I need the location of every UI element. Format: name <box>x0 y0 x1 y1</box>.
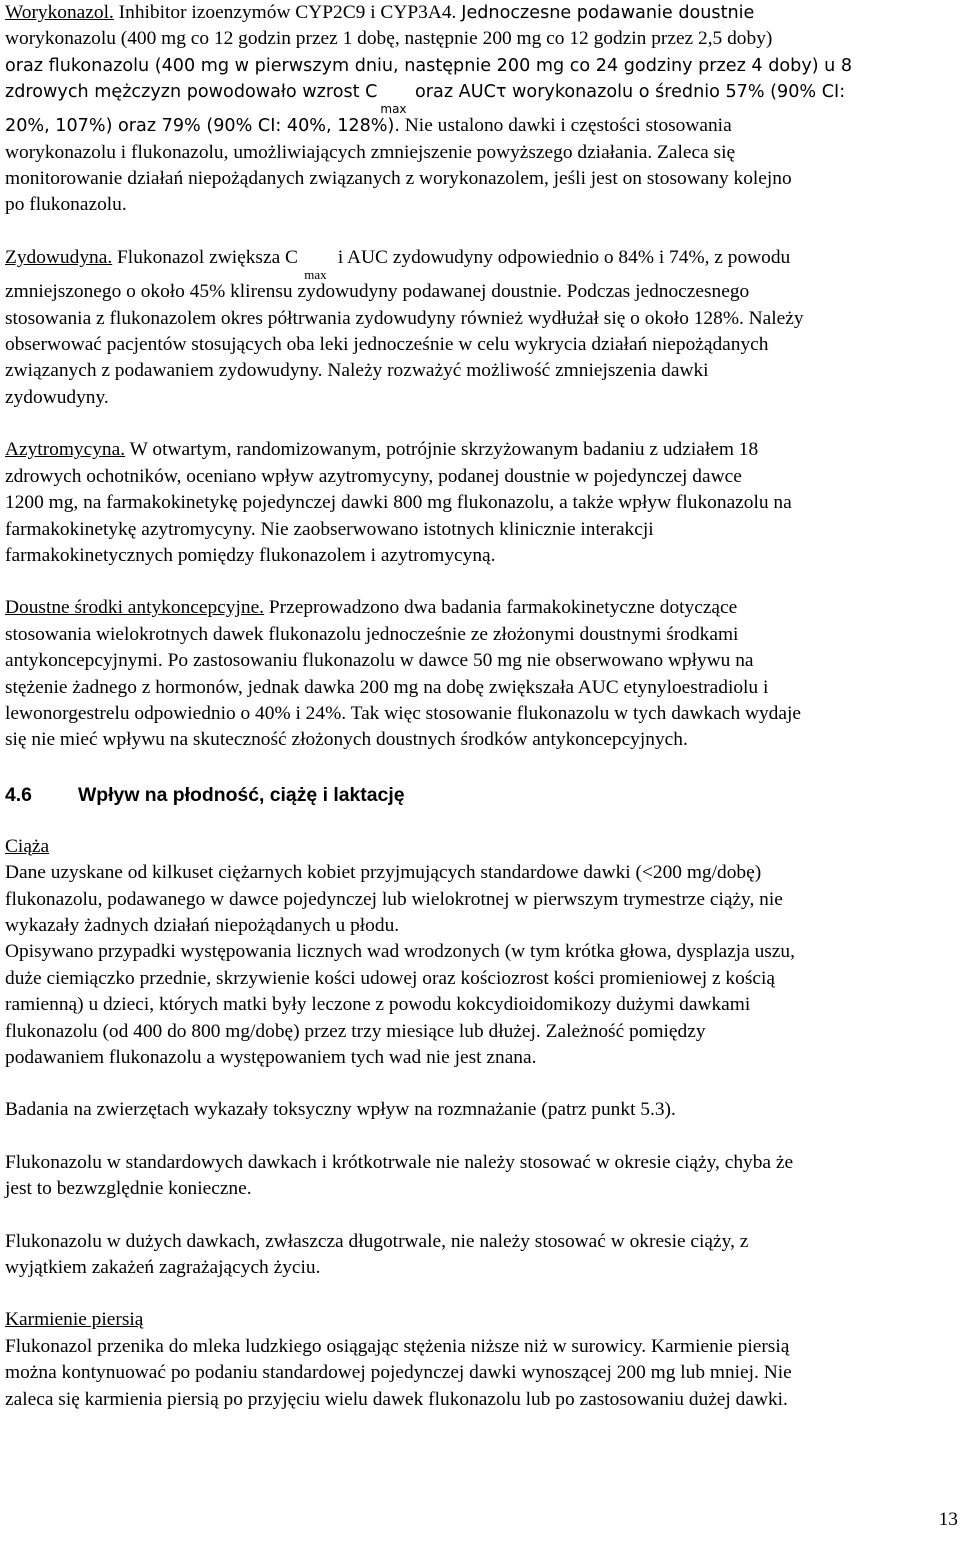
pregnancy-title: Ciąża <box>5 835 50 857</box>
zidovudine-title: Zydowudyna. <box>5 246 113 268</box>
contraceptives-title: Doustne środki antykoncepcyjne. <box>5 597 265 619</box>
azithromycin-title: Azytromycyna. <box>5 439 126 461</box>
paragraph-zidovudine: Zydowudyna. Flukonazol zwiększa Cmax i AUC zydowudyny odpowiednio o 84% i 74%, z powodu zmniejszonego o około 45% klirensu zydowudyny podawanej doustnie. Podczas jednoczesnego stosowania z flukonazolem okres półtrwania zydowudyny również wydłużał się o około 128%. Należy obserwować pacjentów stosujących oba leki jednocześnie w celu wykrycia działań niepożądanych związanych z podawaniem zydowudyny. Należy rozważyć możliwość zmniejszenia dawki zydowudyny. <box>5 246 804 408</box>
section-heading: 4.6 Wpływ na płodność, ciążę i laktację <box>5 783 405 806</box>
paragraph-voriconazole: Worykonazol. Inhibitor izoenzymów CYP2C9 i CYP3A4. Jednoczesne podawanie doustnie worykonazolu (400 mg co 12 godzin przez 1 dobę, następnie 200 mg co 12 godzin przez 2,5 doby) oraz flukonazolu (400 mg w pierwszym dniu, następnie 200 mg co 24 godziny przez 4 doby) u 8 zdrowych mężczyzn powodowało wzrost Cmax oraz AUCτ worykonazolu o średnio 57% (90% CI: 20%, 107%) oraz 79% (90% CI: 40%, 128%). Nie ustalono dawki i częstości stosowania worykonazolu i flukonazolu, umożliwiających zmniejszenie powyższego działania. Zaleca się monitorowanie działań niepożądanych związanych z worykonazolem, jeśli jest on stosowany kolejno po flukonazolu. <box>5 2 853 216</box>
paragraph-contraceptives: Doustne środki antykoncepcyjne. Przeprowadzono dwa badania farmakokinetyczne dotyczące stosowania wielokrotnych dawek flukonazolu jednocześnie ze złożonymi doustnymi środkami antykoncepcyjnymi. Po zastosowaniu flukonazolu w dawce 50 mg nie obserwowano wpływu na stężenie żadnego z hormonów, jednak dawka 200 mg na dobę zwiększała AUC etynyloestradiolu i lewonorgestrelu odpowiednio o 40% i 24%. Tak więc stosowanie flukonazolu w tych dawkach wydaje się nie mieć wpływu na skuteczność złożonych doustnych środków antykoncepcyjnych. <box>5 597 801 751</box>
subsection-breastfeeding: Karmienie piersią Flukonazol przenika do mleka ludzkiego osiągając stężenia niższe niż w surowicy. Karmienie piersią można kontynuować po podaniu standardowej pojedynczej dawki wynoszącej 200 mg lub mniej. Nie zaleca się karmienia piersią po przyjęciu wielu dawek flukonazolu lub po zastosowaniu dużej dawki. <box>5 1307 955 1413</box>
subsection-pregnancy: Ciąża Dane uzyskane od kilkuset ciężarnych kobiet przyjmujących standardowe dawki (<200 mg/dobę) flukonazolu, podawanego w dawce pojedynczej lub wielokrotnej w pierwszym trymestrze ciąży, nie wykazały żadnych działań niepożądanych u płodu. Opisywano przypadki występowania licznych wad wrodzonych (w tym krótka głowa, dysplazja uszu, duże ciemiączko przednie, skrzywienie kości udowej oraz kościozrost kości promieniowej z kością ramienną) u dzieci, których matki były leczone z powodu kokcydioidomikozy dużymi dawkami flukonazolu (od 400 do 800 mg/dobę) przez trzy miesiące lub dłużej. Zależność pomiędzy podawaniem flukonazolu a występowaniem tych wad nie jest znana. Badania na zwierzętach wykazały toksyczny wpływ na rozmnażanie (patrz punkt 5.3). Flukonazolu w standardowych dawkach i krótkotrwale nie należy stosować w okresie ciąży, chyba że jest to bezwzględnie konieczne. Flukonazolu w dużych dawkach, zwłaszcza długotrwale, nie należy stosować w okresie ciąży, z wyjątkiem zakażeń zagrażających życiu. <box>5 834 955 1282</box>
breastfeeding-title: Karmienie piersią <box>5 1309 144 1331</box>
paragraph-azithromycin: Azytromycyna. W otwartym, randomizowanym, potrójnie skrzyżowanym badaniu z udziałem 18 zdrowych ochotników, oceniano wpływ azytromycyny, podanej doustnie w pojedynczej dawce 1200 mg, na farmakokinetykę pojedynczej dawki 800 mg flukonazolu, a także wpływ flukonazolu na farmakokinetykę azytromycyny. Nie zaobserwowano istotnych klinicznie interakcji farmakokinetycznych pomiędzy flukonazolem i azytromycyną. <box>5 439 792 566</box>
document-page <box>5 0 955 1413</box>
voriconazole-title: Worykonazol. <box>5 2 114 23</box>
page-number: 13 <box>938 1509 958 1530</box>
